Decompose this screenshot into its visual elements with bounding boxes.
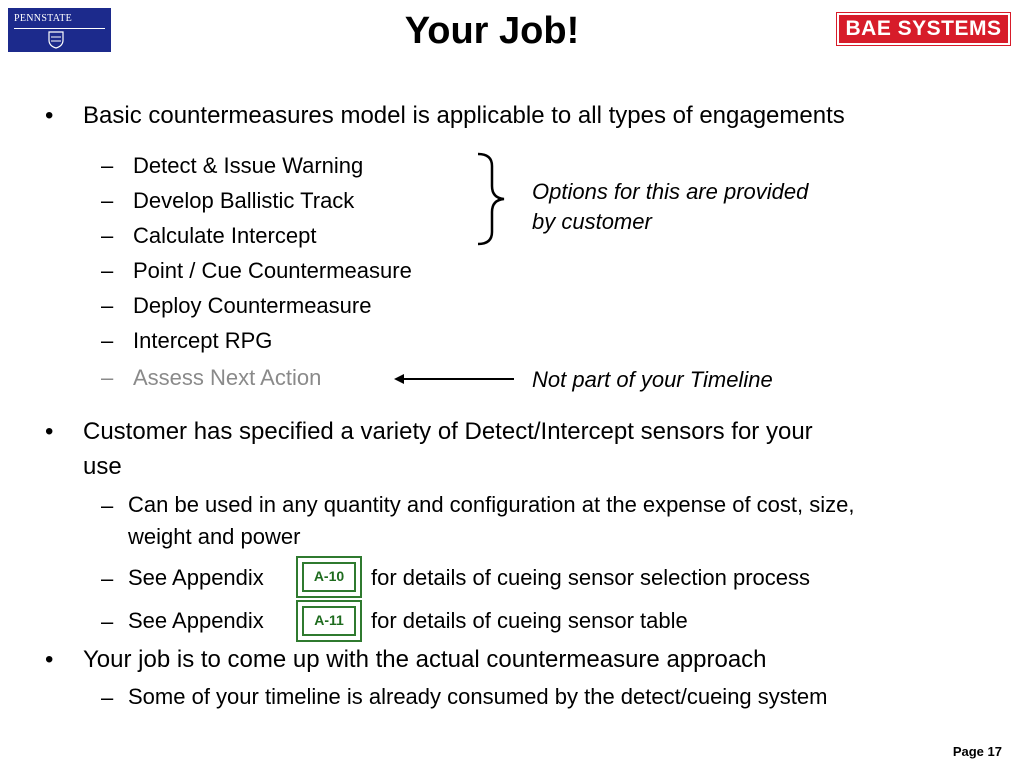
left-arrow-icon	[392, 370, 516, 388]
list-item-muted: Assess Next Action	[133, 365, 322, 390]
brace-note-line1: Options for this are provided	[532, 179, 809, 204]
list-item: Some of your timeline is already consumed by the detect/cueing system	[128, 684, 828, 709]
bullet-dot: •	[45, 418, 54, 445]
appendix-a10-badge[interactable]	[296, 556, 362, 598]
right-brace-icon	[476, 152, 506, 246]
dash: –	[101, 188, 114, 213]
dash: –	[101, 223, 114, 248]
dash: –	[101, 258, 114, 283]
list-item: Detect & Issue Warning	[133, 153, 364, 178]
bullet-2-text-line1: Customer has specified a variety of Detect/Intercept sensors for your	[83, 418, 813, 445]
dash: –	[101, 493, 114, 518]
bullet-2-text-line2: use	[83, 453, 122, 480]
dash: –	[101, 365, 114, 390]
dash: –	[101, 566, 114, 591]
list-item: Point / Cue Countermeasure	[133, 258, 412, 283]
dash: –	[101, 293, 114, 318]
bullet-1-text: Basic countermeasures model is applicable to all types of engagements	[83, 102, 845, 129]
pennstate-logo-text: PENNSTATE	[14, 13, 73, 24]
appendix-a11-badge[interactable]	[296, 600, 362, 642]
appendix-a11-label: A-11	[302, 606, 356, 636]
appendix-a11-description: for details of cueing sensor table	[371, 608, 688, 633]
brace-note-line2: by customer	[532, 209, 652, 234]
list-item: Intercept RPG	[133, 328, 273, 353]
appendix-a10-description: for details of cueing sensor selection process	[371, 565, 811, 590]
see-appendix-label: See Appendix	[128, 608, 264, 633]
list-item: Deploy Countermeasure	[133, 293, 372, 318]
page-title: Your Job!	[404, 10, 580, 52]
list-item: Calculate Intercept	[133, 223, 317, 248]
dash: –	[101, 685, 114, 710]
bullet-3-text: Your job is to come up with the actual countermeasure approach	[83, 646, 767, 673]
dash: –	[101, 153, 114, 178]
page-number: Page 17	[952, 744, 1002, 759]
arrow-note: Not part of your Timeline	[532, 367, 773, 392]
appendix-a10-label: A-10	[302, 562, 356, 592]
list-item-line1: Can be used in any quantity and configuration at the expense of cost, size,	[128, 492, 855, 517]
list-item: Develop Ballistic Track	[133, 188, 355, 213]
bullet-dot: •	[45, 102, 54, 129]
bae-systems-logo: BAE SYSTEMS	[837, 13, 1010, 45]
dash: –	[101, 328, 114, 353]
dash: –	[101, 609, 114, 634]
list-item-line2: weight and power	[128, 524, 301, 549]
bullet-dot: •	[45, 646, 54, 673]
see-appendix-label: See Appendix	[128, 565, 264, 590]
